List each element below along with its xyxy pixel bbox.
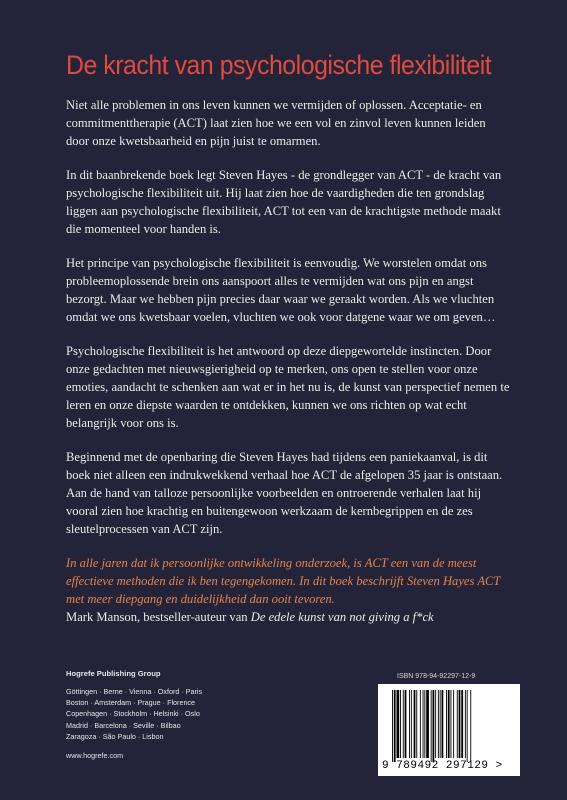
blurb [66,96,511,642]
barcode-bar [426,690,429,758]
barcode-bar [411,690,412,758]
city-line: Göttingen · Berne · Vienna · Oxford · Paris [66,687,203,696]
barcode-bar [435,690,436,758]
attribution-author: Mark Manson, bestseller-auteur van [66,610,251,624]
barcode-bar [424,690,425,758]
city-line: Madrid · Barcelona · Seville · Bilbao [66,720,181,730]
barcode-bar [420,690,421,758]
barcode-bar [405,690,407,758]
book-title: De kracht van psychologische flexibiliteit [66,50,492,80]
isbn-label: ISBN 978-94-92297-12-9 [397,673,476,680]
paragraph: Het principe van psychologische flexibiliteit is eenvoudig. We worstelen omdat ons probleemoplossende brein ons aanspoort alles te vermijden wat ons pijn en angst bezorgt. Maar we hebben pijn precies daar waar we geraakt worden. Als we vluchten omdat we ons kwetsbaar voelen, vluchten we ook voor datgene waar we om geven… [66,256,496,324]
city-line: Zaragoza · São Paulo · Lisbon [66,731,164,741]
barcode-digits: 9 789492 297129 > [382,760,503,772]
barcode-bar [433,690,435,762]
barcode-bar [448,690,450,758]
paragraph: Psychologische flexibiliteit is het antwoord op deze diepgewortelde instincten. Door onze gedachten met nieuwsgierigheid op te merken, ons open te stellen voor onze emoties, aandacht te schenken aan wat er in het nu is, de kunst van perspectief nemen te leren en onze diepste waarden te ontdekken, kunnen we ons richten op wat echt belangrijk voor ons is. [66,344,510,430]
barcode-bar [409,690,410,758]
publisher-name: Hogrefe Publishing Group [66,669,161,678]
barcode-bar [403,690,404,758]
barcode-bar [459,690,461,758]
city-line: Boston · Amsterdam · Prague · Florence [66,698,196,708]
barcode-bar [414,690,416,758]
barcode-bar [394,690,396,762]
publisher-website: www.hogrefe.com [66,751,124,761]
barcode-bar [467,690,468,762]
barcode-bar [440,690,441,758]
barcode-bar [461,690,463,758]
barcode-bar [431,690,432,762]
barcode-bar [400,690,401,758]
publisher-block [66,669,236,760]
barcode-bar [438,690,439,758]
publisher-cities [66,686,236,742]
endorsement-attribution [66,608,511,626]
barcode-bar [457,690,458,758]
barcode-bar [442,690,444,758]
barcode-bar [453,690,454,758]
paragraph: In dit baanbrekende boek legt Steven Hayes - de grondlegger van ACT - de kracht van psychologische flexibiliteit uit. Hij laat zien hoe de vaardigheden die ten grondslag liggen aan psychologische flexibiliteit, ACT tot een van de krachtigste methode maakt die momenteel voor handen is. [66,168,502,236]
paragraph: Niet alle problemen in ons leven kunnen we vermijden of oplossen. Acceptatie- en commitmenttherapie (ACT) laat zien hoe we een vol en zinvol leven kunnen leiden door onze kwetsbaarheid en pijn juist te omarmen. [66,98,486,148]
barcode-bar [423,690,424,758]
barcode-bar [470,690,471,762]
barcode-bar [416,690,417,758]
barcode-bar [446,690,447,758]
barcode-bar [392,690,393,762]
barcode [378,684,520,776]
attribution-book: De edele kunst van not giving a f*ck [250,610,434,624]
barcode-bar [465,690,466,758]
endorsement-quote: In alle jaren dat ik persoonlijke ontwikkeling onderzoek, is ACT een van de meest effectieve methoden die ik ben tegengekomen. In dit boek beschrijft Steven Hayes ACT met meer diepgang en duidelijkheid dan ooit tevoren. [66,556,501,606]
city-line: Copenhagen · Stockholm · Helsinki · Oslo [66,709,200,719]
barcode-bar [451,690,452,758]
barcode-bar [397,690,400,758]
paragraph: Beginnend met de openbaring die Steven Hayes had tijdens een paniekaanval, is dit boek niet alleen een indrukwekkend verhaal hoe ACT de afgelopen 35 jaar is ontstaan. Aan de hand van talloze persoonlijke voorbeelden en ontroerende verhalen laat hij vooral zien hoe krachtig en buitengewoon werkzaam de kernbegrippen en de zes sleutelprocessen van ACT zijn. [66,450,503,536]
